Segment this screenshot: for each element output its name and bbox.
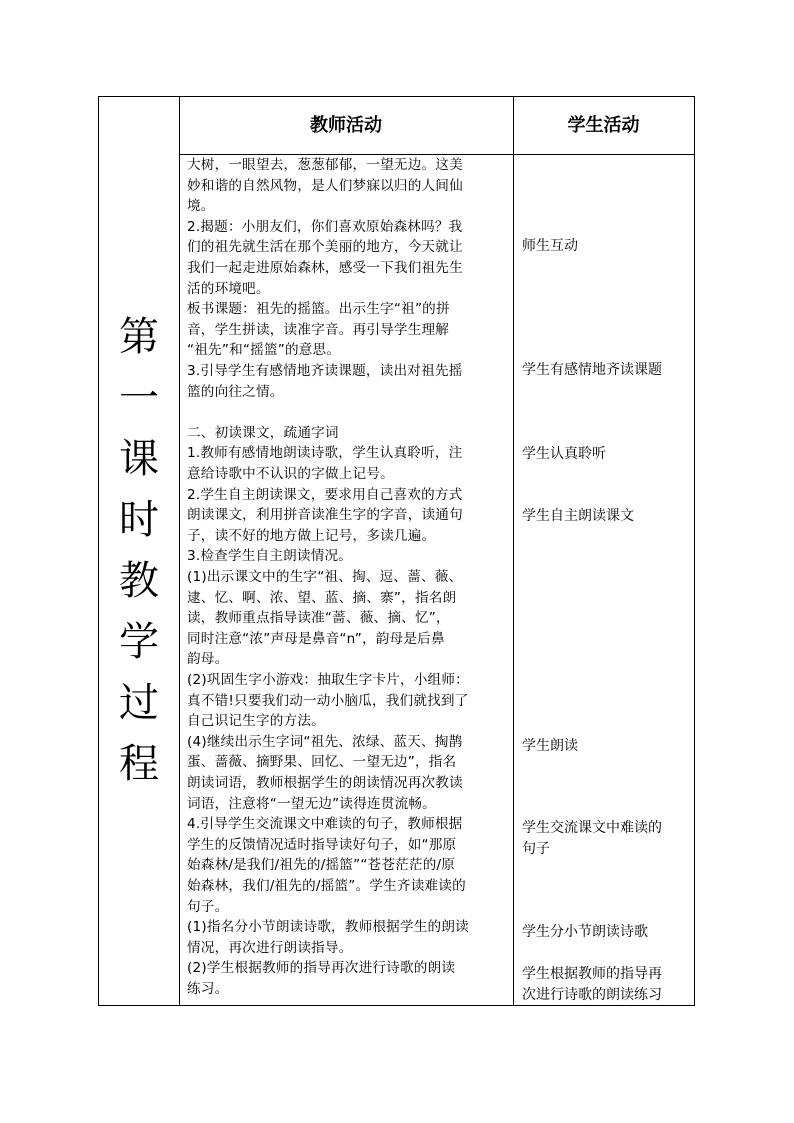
teacher-activity-line: 学生的反馈情况适时指导读好句子，如“那原 (187, 836, 457, 853)
column-divider-right (513, 97, 514, 1005)
teacher-activity-line: 妙和谐的自然风物，是人们梦寐以归的人间仙 (187, 177, 463, 194)
side-title-char: 程 (119, 741, 159, 787)
teacher-activity-line: 始森林/是我们/祖先的/摇篮”“苍苍茫茫的/原 (187, 857, 456, 874)
teacher-activity-line: (2)巩固生字小游戏：抽取生字卡片，小组师： (187, 672, 469, 688)
side-title-char: 课 (119, 436, 159, 482)
teacher-activity-line: 我们一起走进原始森林，感受一下我们祖先生 (187, 260, 463, 276)
teacher-activity-line: (1)出示课文中的生字“祖、掏、逗、蔷、薇、 (187, 569, 463, 585)
teacher-activity-line: 同时注意“浓”声母是鼻音“n”，韵母是后鼻 (187, 630, 445, 647)
teacher-activity-line: 篮的向往之情。 (187, 383, 284, 400)
teacher-activity-line: 1.教师有感情地朗读诗歌，学生认真聆听，注 (187, 445, 463, 462)
teacher-activity-line: 3.引导学生有感情地齐读课题，读出对祖先摇 (187, 363, 463, 379)
teacher-activity-line: 自己识记生字的方法。 (187, 713, 325, 730)
teacher-activity-line: 情况，再次进行朗读指导。 (187, 939, 353, 956)
teacher-activity-line: 板书课题：祖先的摇篮。出示生字“祖”的拼 (187, 301, 450, 318)
teacher-activity-line: 意给诗歌中不认识的字做上记号。 (187, 466, 394, 482)
side-title-char: 过 (119, 680, 159, 726)
column-divider-left (179, 97, 180, 1005)
teacher-activity-line: (2)学生根据教师的指导再次进行诗歌的朗读 (187, 960, 456, 977)
student-activity-line: 学生有感情地齐读课题 (522, 362, 662, 378)
teacher-activity-line: 真不错!只要我们动一动小脑瓜，我们就找到了 (187, 692, 469, 709)
header-student-activity: 学生活动 (567, 115, 640, 136)
teacher-activity-line: (4)继续出示生字词“祖先、浓绿、蓝天、掏鹊 (187, 733, 463, 750)
teacher-activity-line: 境。 (187, 198, 215, 215)
teacher-activity-line: 音，学生拼读，读准字音。再引导学生理解 (187, 321, 450, 338)
teacher-activity-line: 2.揭题：小朋友们，你们喜欢原始森林吗？我 (187, 218, 463, 235)
teacher-activity-line: 词语，注意将“一望无边”读得连贯流畅。 (187, 795, 436, 812)
side-title-char: 一 (119, 375, 159, 421)
teacher-activity-line: 逮、忆、啊、浓、望、蓝、摘、寨”，指名朗 (187, 589, 457, 606)
student-activity-line: 次进行诗歌的朗读练习 (522, 987, 662, 1003)
teacher-activity-line: 们的祖先就生活在那个美丽的地方，今天就让 (187, 239, 463, 256)
side-title-char: 第 (119, 314, 159, 360)
teacher-activity-line: 蛋、蔷薇、摘野果、回忆、一望无边”，指名 (187, 754, 457, 771)
teacher-activity-line: “祖先”和“摇篮”的意思。 (187, 342, 341, 359)
teacher-activity-line: 朗读课文，利用拼音读准生字的字音，读通句 (187, 507, 463, 524)
student-activity-line: 学生分小节朗读诗歌 (522, 924, 648, 940)
student-activity-line: 句子 (522, 841, 550, 857)
student-activity-line: 学生认真聆听 (522, 446, 606, 462)
teacher-activity-line: 始森林，我们/祖先的/摇篮”。学生齐读难读的 (187, 878, 466, 894)
teacher-activity-line: 3.检查学生自主朗读情况。 (187, 548, 353, 565)
teacher-activity-line: 韵母。 (187, 651, 229, 668)
lesson-plan-table (98, 96, 695, 1006)
teacher-activity-line: 子，读不好的地方做上记号，多读几遍。 (187, 527, 436, 544)
teacher-activity-line: 句子。 (187, 898, 229, 915)
teacher-activity-line: 朗读词语，教师根据学生的朗读情况再次教读 (187, 775, 463, 791)
teacher-activity-line: 练习。 (187, 981, 229, 997)
teacher-activity-line: 二、初读课文，疏通字词 (187, 424, 339, 441)
teacher-activity-line: 读，教师重点指导读准“蔷、薇、摘、忆”， (187, 610, 450, 627)
header-teacher-activity: 教师活动 (310, 115, 382, 136)
side-title (99, 97, 179, 1005)
student-activity-line: 学生朗读 (522, 738, 578, 754)
student-activity-line: 师生互动 (522, 238, 578, 254)
teacher-activity-line: (1)指名分小节朗读诗歌，教师根据学生的朗读 (187, 919, 469, 936)
teacher-activity-line: 大树，一眼望去，葱葱郁郁，一望无边。这美 (187, 157, 463, 173)
side-title-char: 教 (119, 558, 159, 604)
side-title-char: 学 (119, 619, 159, 665)
side-title-char: 时 (119, 497, 159, 543)
student-activity-line: 学生根据教师的指导再 (522, 966, 662, 982)
student-activity-line: 学生自主朗读课文 (522, 508, 634, 524)
student-activity-line: 学生交流课文中难读的 (522, 820, 662, 836)
teacher-activity-line: 活的环境吧。 (187, 280, 270, 297)
teacher-activity-line: 4.引导学生交流课文中难读的句子，教师根据 (187, 816, 463, 833)
teacher-activity-line: 2.学生自主朗读课文，要求用自己喜欢的方式 (187, 486, 463, 503)
